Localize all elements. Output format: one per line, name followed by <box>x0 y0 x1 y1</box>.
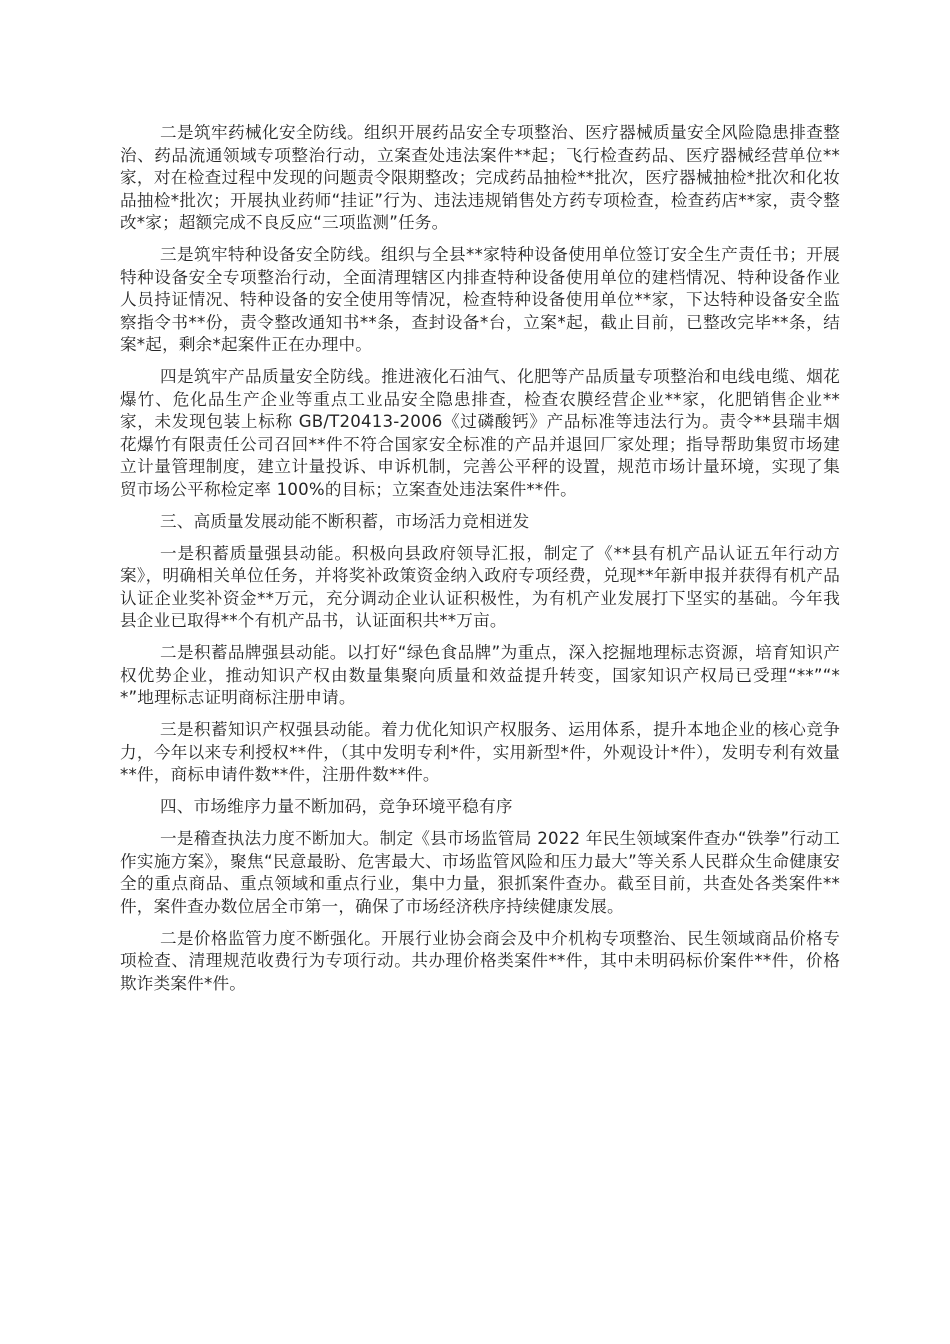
paragraph-drug-device-safety: 二是筑牢药械化安全防线。组织开展药品安全专项整治、医疗器械质量安全风险隐患排查整治、药品流通领域专项整治行动，立案查处违法案件**起；飞行检查药品、医疗器械经营单位**家，对在检查过程中发现的问题责令限期整改；完成药品抽检**批次，医疗器械抽检*批次和化妆品抽检*批次；开展执业药师“挂证”行为、违法违规销售处方药专项检查，检查药店**家，责令整改*家；超额完成不良反应“三项监测”任务。 <box>120 123 840 232</box>
paragraph-product-quality-safety: 四是筑牢产品质量安全防线。推进液化石油气、化肥等产品质量专项整治和电线电缆、烟花爆竹、危化品生产企业等重点工业品安全隐患排查，检查农膜经营企业**家，化肥销售企业**家，未发现包装上标称 GB/T20413-2006《过磷酸钙》产品标准等违法行为。责令**县瑞丰烟花爆竹有限责任公司召回**件不符合国家安全标准的产品并退回厂家处理；指导帮助集贸市场建立计量管理制度，建立计量投诉、申诉机制，完善公平秤的设置，规范市场计量环境，实现了集贸市场公平称检定率 100%的目标；立案查处违法案件**件。 <box>120 367 840 499</box>
paragraph-ip-strong-county: 三是积蓄知识产权强县动能。着力优化知识产权服务、运用体系，提升本地企业的核心竞争力，今年以来专利授权**件，（其中发明专利*件，实用新型*件，外观设计*件），发明专利有效量**件，商标申请件数**件，注册件数**件。 <box>120 720 840 784</box>
paragraph-price-supervision: 二是价格监管力度不断强化。开展行业协会商会及中介机构专项整治、民生领域商品价格专项检查、清理规范收费行为专项行动。共办理价格类案件**件，其中未明码标价案件**件，价格欺诈类案件*件。 <box>120 928 840 993</box>
section-heading-market-order: 四、市场维序力量不断加码，竞争环境平稳有序 <box>160 797 513 816</box>
paragraph-law-enforcement: 一是稽查执法力度不断加大。制定《县市场监管局 2022 年民生领域案件查办“铁拳”行动工作实施方案》，聚焦“民意最盼、危害最大、市场监管风险和压力最大”等关系人民群众生命健康安全的重点商品、重点领域和重点行业，集中力量，狠抓案件查办。截至目前，共查处各类案件**件，案件查办数位居全市第一，确保了市场经济秩序持续健康发展。 <box>120 829 840 916</box>
document-page <box>120 122 840 1005</box>
paragraph-special-equipment-safety: 三是筑牢特种设备安全防线。组织与全县**家特种设备使用单位签订安全生产责任书；开展特种设备安全专项整治行动，全面清理辖区内排查特种设备使用单位的建档情况、特种设备作业人员持证情况、特种设备的安全使用等情况，检查特种设备使用单位**家，下达特种设备安全监察指令书**份，责令整改通知书**条，查封设备*台，立案*起，截止目前，已整改完毕**条，结案*起，剩余*起案件正在办理中。 <box>120 245 840 354</box>
paragraph-quality-strong-county: 一是积蓄质量强县动能。积极向县政府领导汇报，制定了《**县有机产品认证五年行动方案》，明确相关单位任务，并将奖补政策资金纳入政府专项经费，兑现**年新申报并获得有机产品认证企业奖补资金**万元，充分调动企业认证积极性，为有机产业发展打下坚实的基础。今年我县企业已取得**个有机产品书，认证面积共**万亩。 <box>120 543 840 630</box>
section-heading-development: 三、高质量发展动能不断积蓄，市场活力竞相迸发 <box>160 511 530 531</box>
paragraph-brand-strong-county: 二是积蓄品牌强县动能。以打好“绿色食品牌”为重点，深入挖掘地理标志资源，培育知识产权优势企业，推动知识产权由数量集聚向质量和效益提升转变，国家知识产权局已受理“**”“**”地理标志证明商标注册申请。 <box>120 643 840 707</box>
